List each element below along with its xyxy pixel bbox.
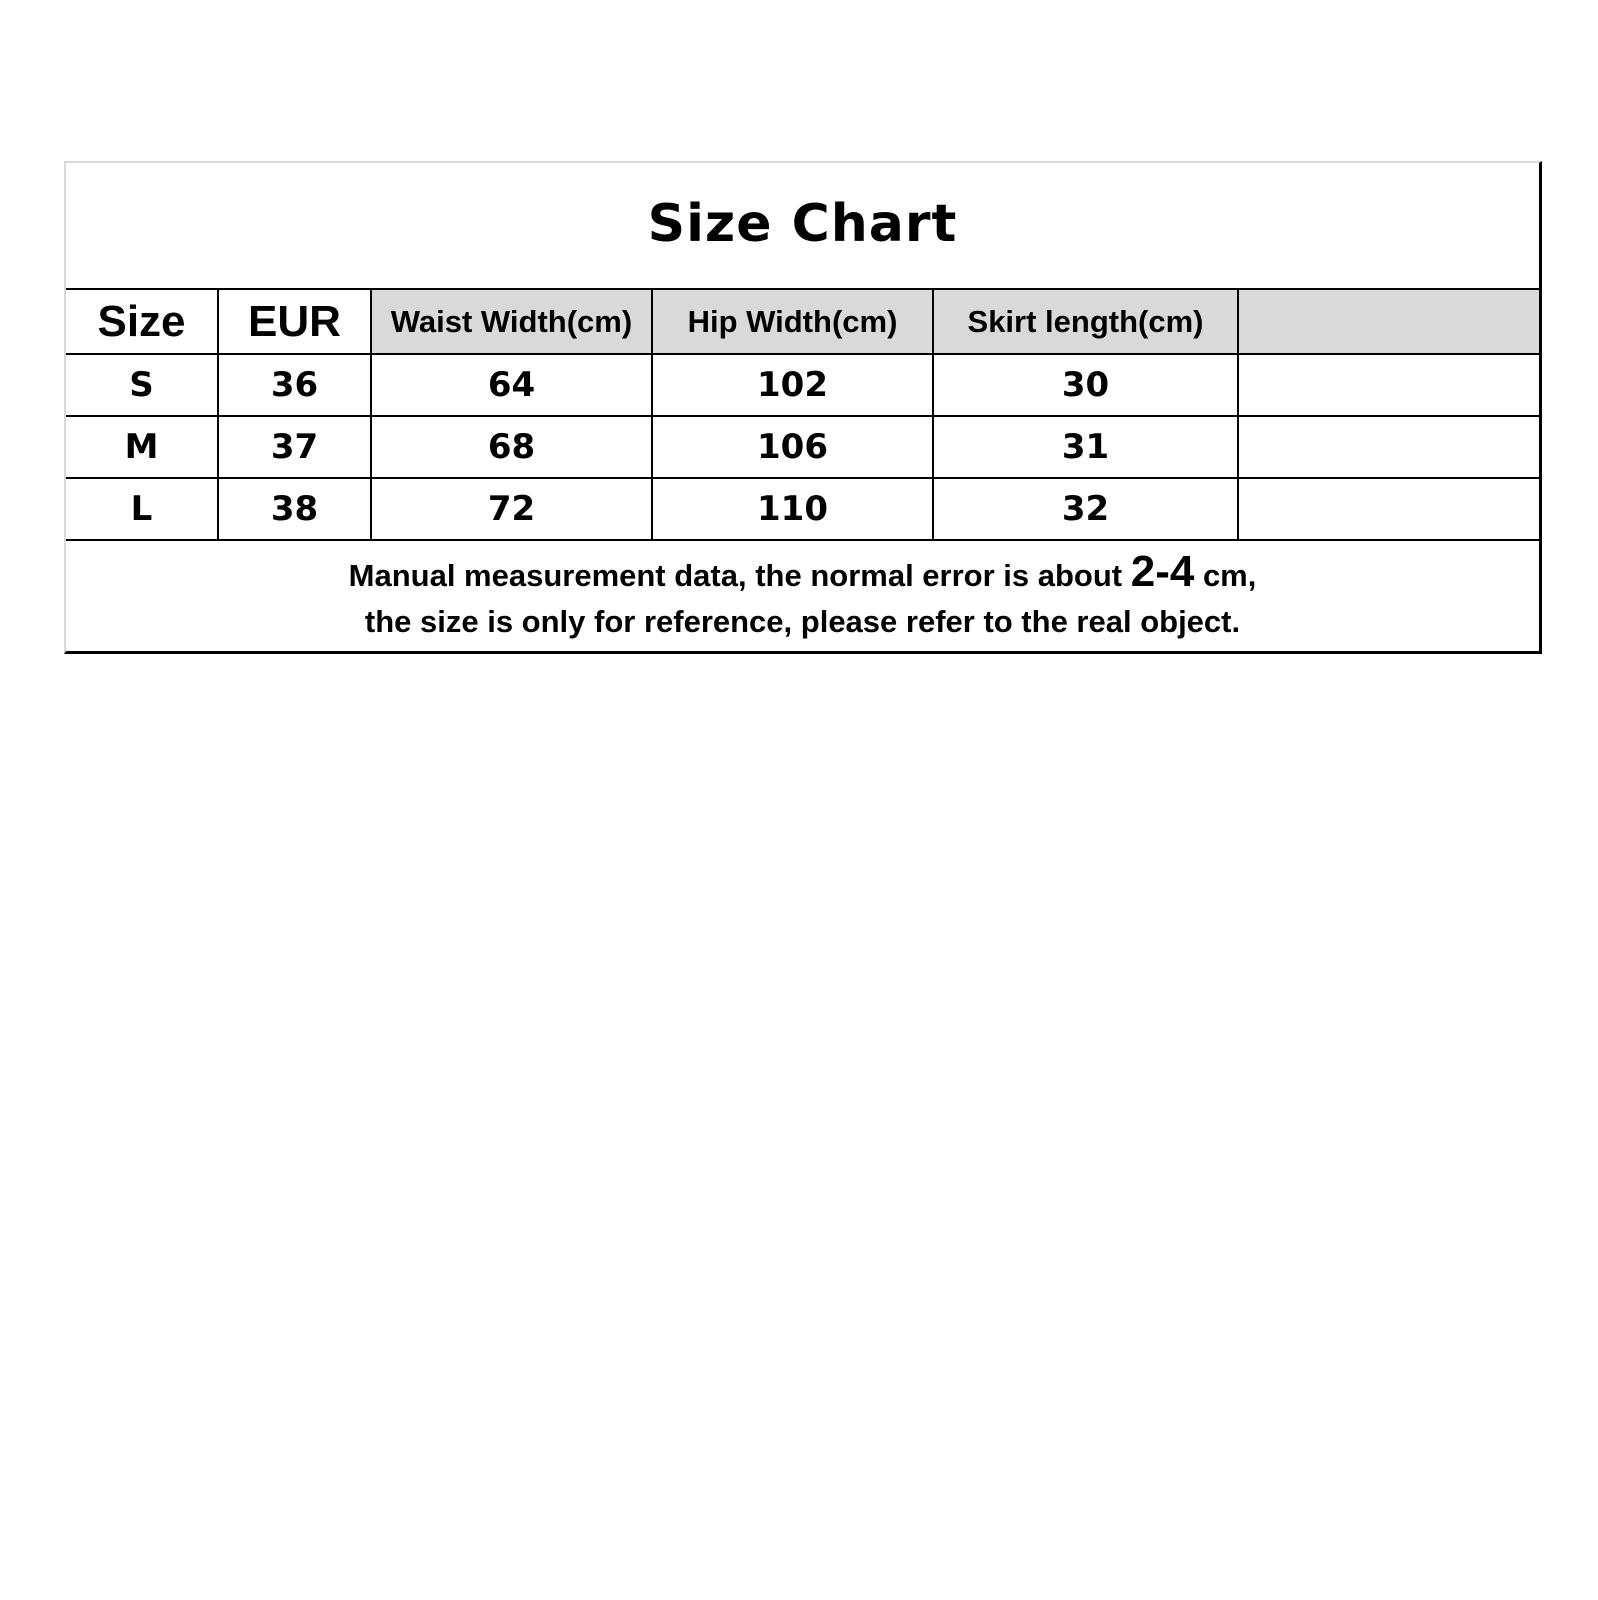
cell-empty [1238,354,1539,416]
note-line-1-prefix: Manual measurement data, the normal error is about [348,557,1131,593]
cell-skirt-length: 30 [933,354,1238,416]
note-line-1 [348,546,1257,599]
cell-empty [1238,416,1539,478]
table-row [66,416,1539,478]
header-skirt-length: Skirt length(cm) [933,290,1238,354]
error-range: 2-4 [1130,546,1195,596]
size-chart [64,161,1542,654]
note-line-2: the size is only for reference, please refer to the real object. [364,603,1241,639]
header-eur: EUR [218,290,371,354]
table-row [66,478,1539,540]
cell-waist: 64 [371,354,652,416]
cell-hip: 102 [652,354,933,416]
header-empty [1238,290,1539,354]
table-row [66,354,1539,416]
table-header-row [66,290,1539,354]
cell-waist: 68 [371,416,652,478]
cell-skirt-length: 32 [933,478,1238,540]
cell-size: S [66,354,218,416]
cell-hip: 106 [652,416,933,478]
measurement-note [66,542,1539,651]
cell-size: M [66,416,218,478]
note-line-1-suffix: cm, [1194,557,1257,593]
chart-title: Size Chart [647,193,958,254]
cell-size: L [66,478,218,540]
cell-skirt-length: 31 [933,416,1238,478]
cell-empty [1238,478,1539,540]
cell-eur: 37 [218,416,371,478]
size-table [66,290,1539,541]
cell-eur: 38 [218,478,371,540]
header-size: Size [66,290,218,354]
cell-hip: 110 [652,478,933,540]
cell-waist: 72 [371,478,652,540]
title-row [66,163,1539,290]
cell-eur: 36 [218,354,371,416]
header-hip-width: Hip Width(cm) [652,290,933,354]
header-waist-width: Waist Width(cm) [371,290,652,354]
